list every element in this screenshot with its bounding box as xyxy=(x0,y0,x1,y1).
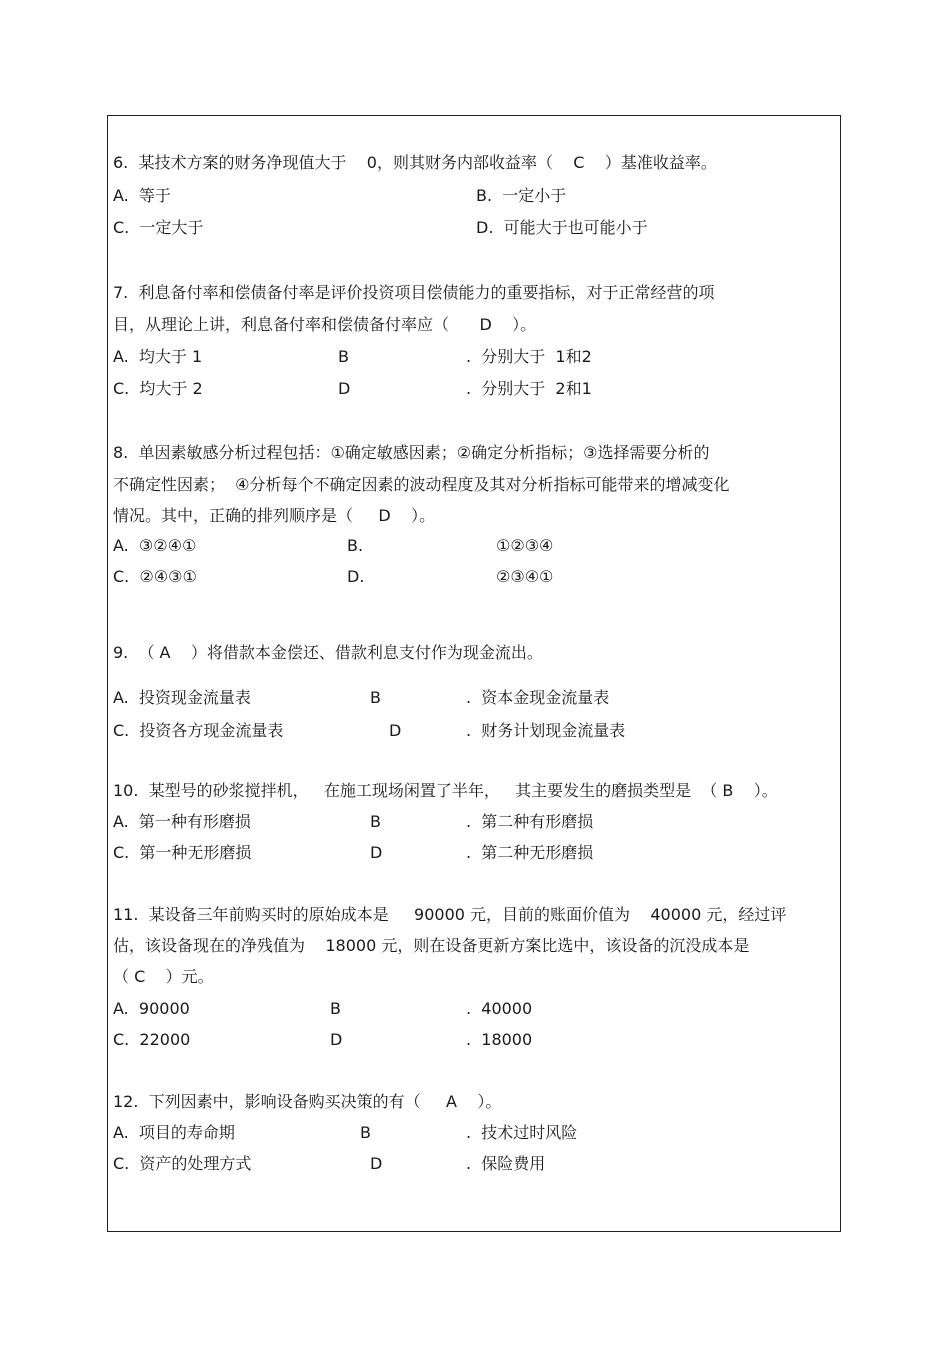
q11-option-b: . 40000 xyxy=(466,999,533,1018)
q9-option-b-letter: B xyxy=(370,688,381,707)
q11-stem-line2: 估，该设备现在的净残值为 18000 元，则在设备更新方案比选中，该设备的沉没成本是 xyxy=(113,936,750,955)
q8-option-c: C. ②④③① xyxy=(113,567,197,586)
q8-stem-line2: 不确定性因素； ④分析每个不确定因素的波动程度及其对分析指标可能带来的增减变化 xyxy=(113,475,730,494)
q7-option-b-letter: B xyxy=(338,347,349,366)
q8-option-a: A. ③②④① xyxy=(113,536,197,555)
q9-option-d: . 财务计划现金流量表 xyxy=(466,721,626,740)
q8-option-d: ②③④① xyxy=(496,567,554,586)
q6-option-a: A. 等于 xyxy=(113,186,171,205)
q6-option-c: C. 一定大于 xyxy=(113,218,204,237)
q12-option-d-letter: D xyxy=(370,1154,383,1173)
q9-option-c: C. 投资各方现金流量表 xyxy=(113,721,284,740)
q10-option-a: A. 第一种有形磨损 xyxy=(113,812,251,831)
q12-stem: 12. 下列因素中，影响设备购买决策的有（ A ）。 xyxy=(113,1092,502,1111)
q9-option-b: . 资本金现金流量表 xyxy=(466,688,610,707)
q11-option-d: . 18000 xyxy=(466,1030,533,1049)
q7-option-c: C. 均大于 2 xyxy=(113,379,203,398)
q9-stem: 9. （ A ）将借款本金偿还、借款利息支付作为现金流出。 xyxy=(113,643,543,662)
q11-option-b-letter: B xyxy=(330,999,341,1018)
q6-stem: 6. 某技术方案的财务净现值大于 0，则其财务内部收益率（ C ）基准收益率。 xyxy=(113,153,717,172)
q8-option-b-letter: B. xyxy=(347,536,364,555)
q10-option-d: . 第二种无形磨损 xyxy=(466,843,594,862)
q10-option-b-letter: B xyxy=(370,812,381,831)
q11-stem-line3: （ C ）元。 xyxy=(113,967,214,986)
q6-option-b: B. 一定小于 xyxy=(476,186,567,205)
q7-stem-line2: 目，从理论上讲，利息备付率和偿债备付率应（ D ）。 xyxy=(113,315,537,334)
q7-option-d: . 分别大于 2和1 xyxy=(466,379,592,398)
q12-option-d: . 保险费用 xyxy=(466,1154,546,1173)
q12-option-b: . 技术过时风险 xyxy=(466,1123,578,1142)
q11-option-c: C. 22000 xyxy=(113,1030,191,1049)
q12-option-c: C. 资产的处理方式 xyxy=(113,1154,252,1173)
q9-option-d-letter: D xyxy=(389,721,402,740)
q7-option-d-letter: D xyxy=(338,379,351,398)
q10-stem: 10. 某型号的砂浆搅拌机， 在施工现场闲置了半年， 其主要发生的磨损类型是 （ B ）。 xyxy=(113,781,778,800)
q6-option-d: D. 可能大于也可能小于 xyxy=(476,218,648,237)
q7-stem-line1: 7. 利息备付率和偿债备付率是评价投资项目偿债能力的重要指标，对于正常经营的项 xyxy=(113,283,715,302)
q8-option-d-letter: D. xyxy=(347,567,365,586)
q8-option-b: ①②③④ xyxy=(496,536,554,555)
q7-option-a: A. 均大于 1 xyxy=(113,347,203,366)
q8-stem-line1: 8. 单因素敏感分析过程包括：①确定敏感因素；②确定分析指标；③选择需要分析的 xyxy=(113,443,710,462)
q8-stem-line3: 情况。其中，正确的排列顺序是（ D ）。 xyxy=(113,506,436,525)
q11-stem-line1: 11. 某设备三年前购买时的原始成本是 90000 元，目前的账面价值为 40000 元，经过评 xyxy=(113,905,787,924)
q12-option-a: A. 项目的寿命期 xyxy=(113,1123,235,1142)
q12-option-b-letter: B xyxy=(360,1123,371,1142)
q10-option-d-letter: D xyxy=(370,843,383,862)
q11-option-a: A. 90000 xyxy=(113,999,190,1018)
q10-option-c: C. 第一种无形磨损 xyxy=(113,843,252,862)
q11-option-d-letter: D xyxy=(330,1030,343,1049)
q7-option-b: . 分别大于 1和2 xyxy=(466,347,592,366)
q9-option-a: A. 投资现金流量表 xyxy=(113,688,251,707)
q10-option-b: . 第二种有形磨损 xyxy=(466,812,594,831)
